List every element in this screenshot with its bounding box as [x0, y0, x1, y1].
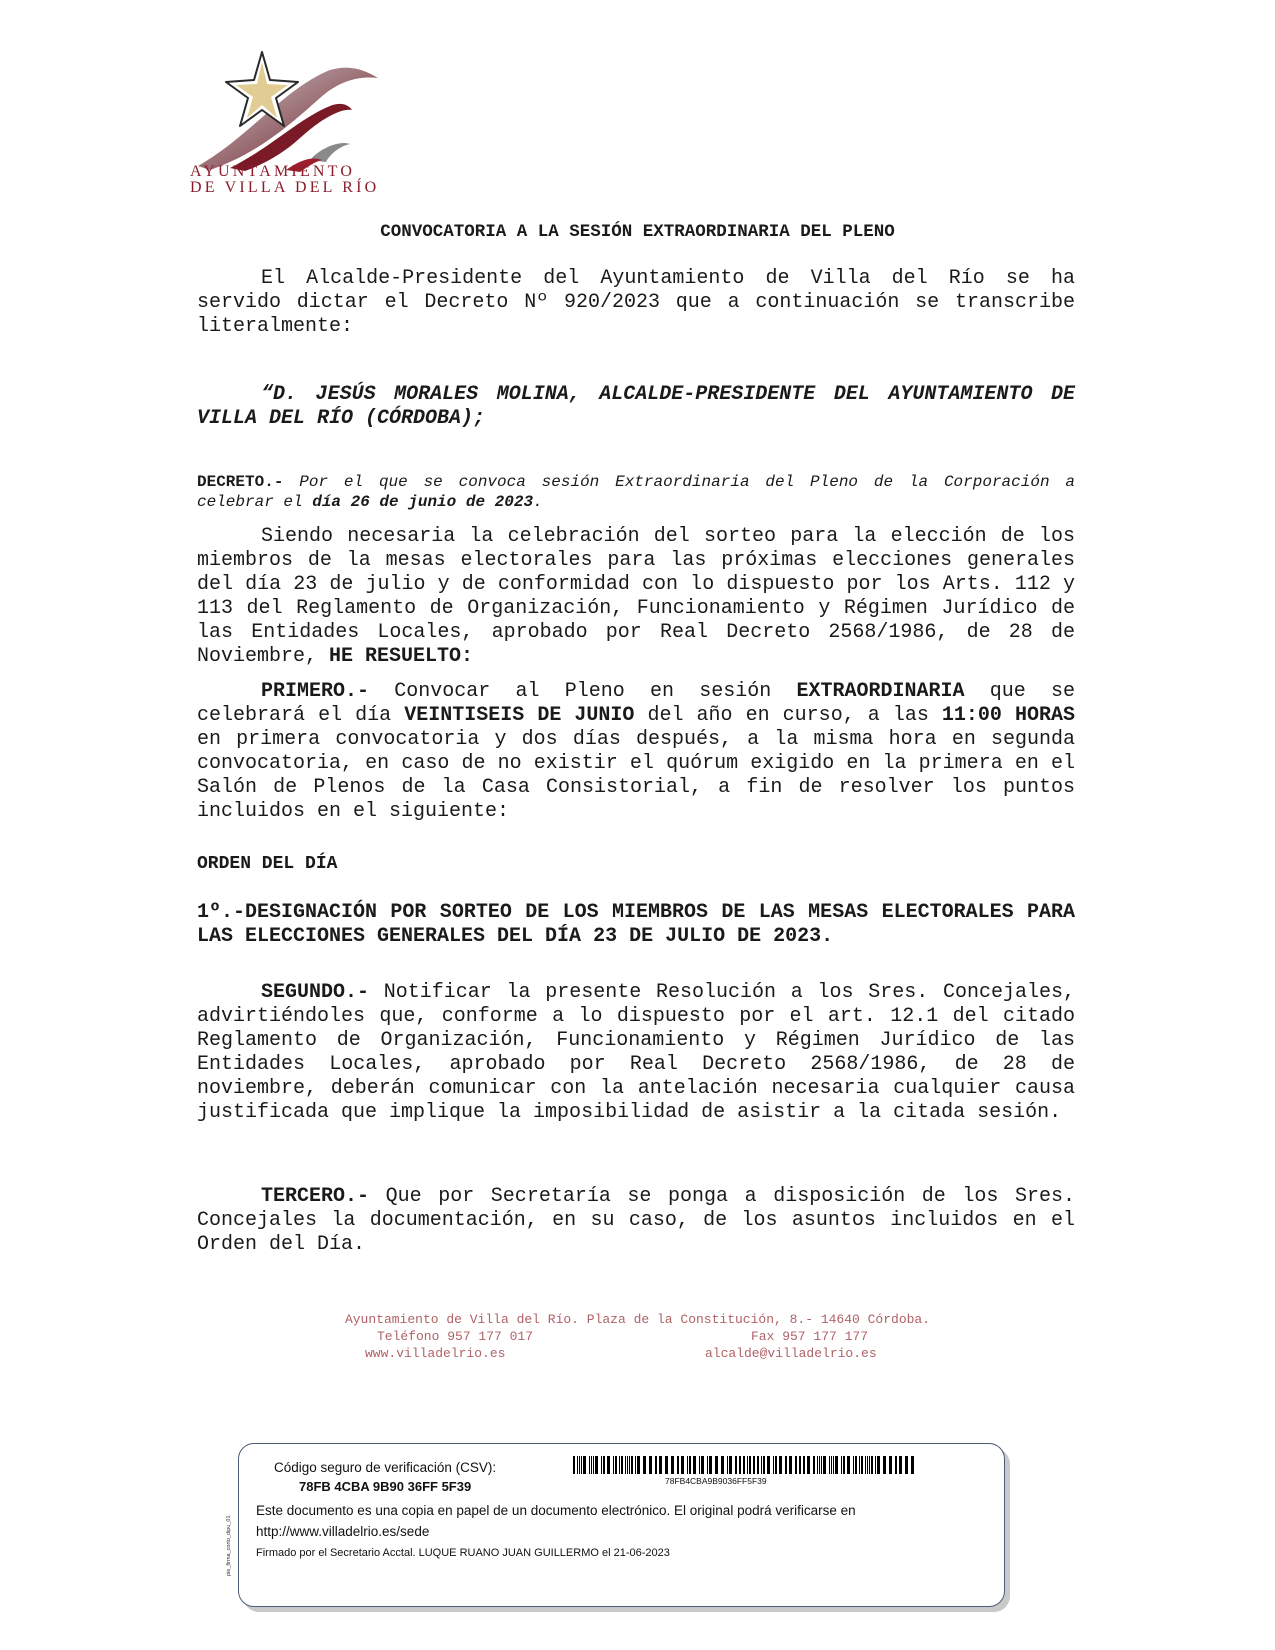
he-resuelto: HE RESUELTO:	[329, 645, 474, 668]
orden-item-1: 1º.-DESIGNACIÓN POR SORTEO DE LOS MIEMBROS DE LAS MESAS ELECTORALES PARA LAS ELECCIONES GENERALES DEL DÍA 23 DE JULIO DE 2023.	[197, 901, 1075, 948]
barcode-bar	[753, 1456, 755, 1474]
barcode-bar	[911, 1456, 914, 1474]
barcode-bar	[573, 1456, 575, 1474]
primero-text-3: del año en curso, a las	[634, 704, 942, 727]
barcode-bar	[877, 1456, 880, 1474]
barcode-bar	[841, 1456, 842, 1474]
segundo-text: Notificar la presente Resolución a los Sres. Concejales, advirtiéndoles que, conforme a lo dispuesto por el art. 12.1 del citado Reglamento de Organización, Funcionamiento y Régimen Jurídico de las Entidades Locales, aprobado por Real Decreto 2568/1986, de 28 de noviembre, deberán comunicar con la antelación necesaria cualquier causa justificada que implique la imposibilidad de asistir a la citada sesión.	[197, 981, 1075, 1124]
barcode-bar	[689, 1456, 691, 1474]
barcode-bar	[625, 1456, 626, 1474]
barcode-bar	[875, 1456, 876, 1474]
barcode-bar	[595, 1456, 598, 1474]
barcode-bar	[615, 1456, 617, 1474]
footer-address: Ayuntamiento de Villa del Río. Plaza de la Constitución, 8.- 14640 Córdoba.	[344, 1312, 931, 1327]
barcode-bar	[607, 1456, 610, 1474]
barcode-bar	[727, 1456, 728, 1474]
barcode-bar	[865, 1456, 866, 1474]
barcode-bar	[763, 1456, 765, 1474]
barcode-bar	[861, 1456, 863, 1474]
considerando-paragraph	[197, 525, 1075, 669]
barcode-bar	[905, 1456, 908, 1474]
barcode-bar	[883, 1456, 886, 1474]
barcode-bar	[635, 1456, 636, 1474]
barcode-bar	[707, 1456, 708, 1474]
footer-phone: Teléfono 957 177 017	[377, 1329, 534, 1344]
barcode-bar	[803, 1456, 805, 1474]
orden-del-dia-heading: ORDEN DEL DÍA	[197, 854, 338, 874]
tercero-text: Que por Secretaría se ponga a disposición de los Sres. Concejales la documentación, en su caso, de los asuntos incluidos en el Orden del Día.	[197, 1185, 1075, 1256]
barcode-bar	[659, 1456, 662, 1474]
barcode-bar	[785, 1456, 787, 1474]
letterhead-footer	[0, 1311, 1275, 1362]
barcode-bar	[757, 1456, 759, 1474]
footer-fax: Fax 957 177 177	[751, 1329, 869, 1344]
primero-text-4: en primera convocatoria y dos días después, a la misma hora en segunda convocatoria, en caso de no existir el quórum exigido en la primera en el Salón de Plenos de la Casa Consistorial, a fin de resolver los puntos incluidos en el siguiente:	[197, 728, 1075, 823]
barcode-bar	[855, 1456, 857, 1474]
barcode-bar	[789, 1456, 792, 1474]
barcode-bar	[693, 1456, 696, 1474]
primero-label: PRIMERO.-	[261, 680, 370, 703]
barcode-icon	[573, 1456, 921, 1474]
barcode-bar	[643, 1456, 646, 1474]
barcode-bar	[579, 1456, 580, 1474]
barcode-bar	[701, 1456, 704, 1474]
barcode-bar	[847, 1456, 850, 1474]
barcode-bar	[687, 1456, 688, 1474]
barcode-bar	[721, 1456, 724, 1474]
barcode-bar	[859, 1456, 860, 1474]
side-form-code	[222, 1490, 236, 1580]
barcode-bar	[773, 1456, 774, 1474]
barcode-bar	[779, 1456, 782, 1474]
barcode-bar	[831, 1456, 832, 1474]
barcode-bar	[709, 1456, 712, 1474]
barcode-bar	[739, 1456, 741, 1474]
barcode-bar	[637, 1456, 640, 1474]
barcode-bar	[843, 1456, 845, 1474]
barcode-bar	[589, 1456, 590, 1474]
barcode-bar	[747, 1456, 748, 1474]
barcode-bar	[603, 1456, 605, 1474]
logo-line-1: AYUNTAMIENTO	[190, 163, 356, 180]
segundo-label: SEGUNDO.-	[261, 981, 370, 1004]
decreto-end: .	[533, 492, 543, 511]
barcode-bar	[671, 1456, 674, 1474]
verification-url[interactable]: http://www.villadelrio.es/sede	[256, 1524, 430, 1539]
footer-web: www.villadelrio.es	[365, 1346, 506, 1361]
primero-bold-2: VEINTISEIS DE JUNIO	[404, 704, 635, 727]
barcode-bar	[819, 1456, 820, 1474]
primero-bold-3: 11:00 HORAS	[941, 704, 1075, 727]
barcode-bar	[817, 1456, 818, 1474]
barcode-bar	[729, 1456, 732, 1474]
barcode-bar	[823, 1456, 826, 1474]
barcode-bar	[621, 1456, 623, 1474]
barcode-bar	[775, 1456, 777, 1474]
csv-label: Código seguro de verificación (CSV):	[274, 1460, 497, 1475]
barcode-bar	[743, 1456, 745, 1474]
barcode-bar	[829, 1456, 830, 1474]
barcode-bar	[583, 1456, 586, 1474]
barcode-bar	[631, 1456, 633, 1474]
barcode-bar	[813, 1456, 815, 1474]
document-title: CONVOCATORIA A LA SESIÓN EXTRAORDINARIA DEL PLENO	[380, 222, 895, 242]
barcode-bar	[601, 1456, 602, 1474]
csv-code: 78FB 4CBA 9B90 36FF 5F39	[299, 1479, 472, 1494]
intro-paragraph: El Alcalde-Presidente del Ayuntamiento de Villa del Río se ha servido dictar el Decreto Nº 920/2023 que a continuación se transcribe literalmente:	[197, 267, 1075, 338]
barcode-bar	[581, 1456, 582, 1474]
mayor-heading: “D. JESÚS MORALES MOLINA, ALCALDE-PRESIDENTE DEL AYUNTAMIENTO DE VILLA DEL RÍO (CÓRDOBA);	[197, 383, 1075, 430]
barcode-bar	[619, 1456, 620, 1474]
barcode-bar	[665, 1456, 668, 1474]
barcode-bar	[871, 1456, 873, 1474]
barcode-bar	[767, 1456, 770, 1474]
town-hall-logo	[190, 48, 400, 203]
barcode-bar	[895, 1456, 897, 1474]
barcode-bar	[867, 1456, 868, 1474]
barcode-bar	[593, 1456, 594, 1474]
considerando-text: Siendo necesaria la celebración del sorteo para la elección de los miembros de la mesas electorales para las próximas elecciones generales del día 23 de julio y de conformidad con lo dispuesto por los Arts. 112 y 113 del Reglamento de Organización, Funcionamiento y Régimen Jurídico de las Entidades Locales, aprobado por Real Decreto 2568/1986, de 28 de Noviembre,	[197, 525, 1075, 668]
barcode-bar	[835, 1456, 838, 1474]
barcode-bar	[799, 1456, 801, 1474]
csv-verification-box	[238, 1443, 1005, 1607]
barcode-bar	[591, 1456, 592, 1474]
barcode-text: 78FB4CBA9B9036FF5F39	[665, 1476, 767, 1486]
side-form-code-text: pie_firma_corto_dipu_01	[226, 1515, 232, 1576]
tercero-label: TERCERO.-	[261, 1185, 370, 1208]
barcode-bar	[749, 1456, 751, 1474]
barcode-bar	[655, 1456, 657, 1474]
barcode-bar	[715, 1456, 718, 1474]
barcode-bar	[629, 1456, 630, 1474]
decreto-label: DECRETO.-	[197, 473, 284, 491]
signature-line: Firmado por el Secretario Acctal. LUQUE RUANO JUAN GUILLERMO el 21-06-2023	[256, 1547, 670, 1559]
barcode-bar	[869, 1456, 870, 1474]
primero-bold-1: EXTRAORDINARIA	[796, 680, 965, 703]
primero-paragraph	[197, 680, 1075, 824]
barcode-bar	[735, 1456, 737, 1474]
logo-line-2: DE VILLA DEL RÍO	[190, 179, 380, 196]
barcode-bar	[677, 1456, 679, 1474]
barcode-bar	[649, 1456, 652, 1474]
barcode-bar	[807, 1456, 810, 1474]
primero-text-1: Convocar al Pleno en sesión	[369, 680, 797, 703]
barcode-bar	[699, 1456, 700, 1474]
barcode-bar	[889, 1456, 892, 1474]
barcode-bar	[833, 1456, 834, 1474]
decreto-paragraph	[197, 473, 1075, 512]
decreto-date: día 26 de junio de 2023	[312, 492, 534, 511]
primero-text-2: que se celebrará el día	[197, 680, 1075, 727]
barcode-bar	[761, 1456, 762, 1474]
barcode-bar	[681, 1456, 684, 1474]
footer-email: alcalde@villadelrio.es	[705, 1346, 877, 1361]
barcode-bar	[821, 1456, 822, 1474]
tercero-paragraph	[197, 1185, 1075, 1257]
segundo-paragraph	[197, 981, 1075, 1125]
barcode-bar	[795, 1456, 797, 1474]
decreto-text: Por el que se convoca sesión Extraordinaria del Pleno de la Corporación a celebrar el	[197, 473, 1075, 511]
star-mountain-emblem-icon	[190, 48, 390, 173]
barcode-bar	[577, 1456, 578, 1474]
barcode-bar	[627, 1456, 628, 1474]
copy-notice: Este documento es una copia en papel de un documento electrónico. El original podrá verificarse en	[256, 1503, 856, 1518]
barcode-bar	[613, 1456, 614, 1474]
barcode-bar	[853, 1456, 854, 1474]
barcode-bar	[899, 1456, 902, 1474]
